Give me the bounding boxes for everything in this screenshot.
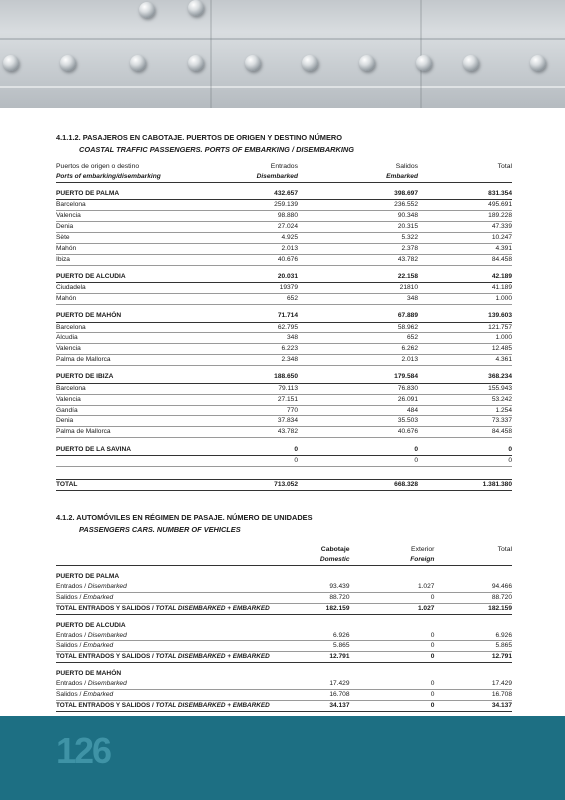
port-row xyxy=(56,189,512,200)
page-number: 126 xyxy=(56,730,111,771)
table-row xyxy=(56,333,512,344)
label-en: Embarked xyxy=(83,691,114,699)
column-header: Puertos de origen o destino xyxy=(56,163,140,170)
table-cell: 16.708 xyxy=(270,690,350,701)
table-cell xyxy=(434,621,512,631)
label-en: TOTAL DISEMBARKED + EMBARKED xyxy=(155,604,270,612)
table-cell: 34.137 xyxy=(270,701,350,712)
table-cell xyxy=(350,669,435,679)
table-cell: 40.676 xyxy=(186,254,298,265)
table-cell: 155.943 xyxy=(418,383,512,394)
table-cell: 236.552 xyxy=(298,200,418,211)
row-label xyxy=(56,679,270,689)
total-row xyxy=(56,652,512,663)
table-cell: 831.354 xyxy=(418,189,512,200)
total-row xyxy=(56,479,512,490)
table-cell: 16.708 xyxy=(434,690,512,701)
table-cell: Palma de Mallorca xyxy=(56,427,186,438)
port-name: PUERTO DE MAHÓN xyxy=(56,670,122,678)
table-cell xyxy=(350,621,435,631)
label-es: Entrados / xyxy=(56,582,88,590)
table-cell: Gandía xyxy=(56,405,186,416)
table-row xyxy=(56,222,512,233)
table-cell: Valencia xyxy=(56,394,186,405)
table-row xyxy=(56,322,512,333)
table-row xyxy=(56,254,512,265)
table-cell: 94.466 xyxy=(434,582,512,592)
table-cell: 20.315 xyxy=(298,222,418,233)
table-cell: 71.714 xyxy=(186,311,298,322)
label-es: Entrados / xyxy=(56,631,88,639)
table-cell: 34.137 xyxy=(434,701,512,712)
table-cell: 98.880 xyxy=(186,211,298,222)
table-cell: 0 xyxy=(350,641,435,652)
table-cell: 1.027 xyxy=(350,603,435,614)
table-cell: Valencia xyxy=(56,211,186,222)
table-header-row-english xyxy=(56,172,512,182)
table-row xyxy=(56,455,512,466)
table-cell: 62.795 xyxy=(186,322,298,333)
total-label: TOTAL xyxy=(56,479,186,490)
rivet-icon xyxy=(359,55,375,71)
port-row xyxy=(56,621,512,631)
port-name: PUERTO DE PALMA xyxy=(56,572,120,580)
table-cell: 0 xyxy=(418,444,512,455)
table-cell: 58.962 xyxy=(298,322,418,333)
port-row xyxy=(56,444,512,455)
table-row xyxy=(56,233,512,244)
label-es: TOTAL ENTRADOS Y SALIDOS / xyxy=(56,604,156,612)
table-row xyxy=(56,394,512,405)
table-cell: Valencia xyxy=(56,344,186,355)
table-cell: 84.458 xyxy=(418,254,512,265)
table-cell: 67.889 xyxy=(298,311,418,322)
table-cell: 41.189 xyxy=(418,283,512,294)
table-cell: 0 xyxy=(186,455,298,466)
column-header: Disembarked xyxy=(186,172,298,182)
total-row xyxy=(56,701,512,712)
header-banner-image xyxy=(0,0,565,108)
table-cell: 2.013 xyxy=(186,243,298,254)
table-cell: 0 xyxy=(186,444,298,455)
table-cell: Denia xyxy=(56,416,186,427)
column-header xyxy=(418,172,512,182)
table-row xyxy=(56,416,512,427)
table-cell: 4.391 xyxy=(418,243,512,254)
label-es: TOTAL ENTRADOS Y SALIDOS / xyxy=(56,702,156,710)
label-es: Salidos / xyxy=(56,691,84,699)
table-cell: 10.247 xyxy=(418,233,512,244)
table-cell: 5.865 xyxy=(270,641,350,652)
label-es: Salidos / xyxy=(56,593,84,601)
table-row xyxy=(56,344,512,355)
table-cell: 84.458 xyxy=(418,427,512,438)
table-cell: Barcelona xyxy=(56,322,186,333)
table-cell: 27.024 xyxy=(186,222,298,233)
table-cell: 88.720 xyxy=(270,592,350,603)
table-cell: 652 xyxy=(186,294,298,305)
row-label xyxy=(56,592,270,603)
table-cell: 189.228 xyxy=(418,211,512,222)
table-row xyxy=(56,294,512,305)
table-cell: 139.603 xyxy=(418,311,512,322)
table-cell: 2.348 xyxy=(186,355,298,366)
table-cell: 17.429 xyxy=(270,679,350,689)
table-cell: 259.139 xyxy=(186,200,298,211)
table-cell: 27.151 xyxy=(186,394,298,405)
section1-subtitle: COASTAL TRAFFIC PASSENGERS. PORTS OF EMBARKING / DISEMBARKING xyxy=(79,145,354,154)
table-cell: 12.791 xyxy=(434,652,512,663)
table-cell: 93.439 xyxy=(270,582,350,592)
table-cell: 88.720 xyxy=(434,592,512,603)
table-cell: 40.676 xyxy=(298,427,418,438)
table-cell: 73.337 xyxy=(418,416,512,427)
table-cell: 6.926 xyxy=(270,631,350,641)
port-name: PUERTO DE MAHÓN xyxy=(56,311,186,322)
label-es: Entrados / xyxy=(56,680,88,688)
port-name: PUERTO DE ALCUDIA xyxy=(56,621,126,629)
table-cell: Sète xyxy=(56,233,186,244)
table-cell: 398.697 xyxy=(298,189,418,200)
table-cell: Mahón xyxy=(56,243,186,254)
row-label xyxy=(56,582,270,592)
table-cell: Alcudia xyxy=(56,333,186,344)
table-cell xyxy=(270,621,350,631)
banner-seam xyxy=(0,86,565,88)
banner-seam xyxy=(210,0,212,108)
section2-title: 4.1.2. AUTOMÓVILES EN RÉGIMEN DE PASAJE. NÚMERO DE UNIDADES xyxy=(56,513,313,522)
rivet-icon xyxy=(416,55,432,71)
table-cell xyxy=(56,455,186,466)
section2-subtitle: PASSENGERS CARS. NUMBER OF VEHICLES xyxy=(79,525,241,534)
table-cell: 43.782 xyxy=(298,254,418,265)
table-cell: 0 xyxy=(350,631,435,641)
label-en: Disembarked xyxy=(87,680,127,688)
table-row xyxy=(56,679,512,689)
table-cell xyxy=(350,572,435,582)
vehicles-table-body xyxy=(56,565,512,711)
table-cell: Ibiza xyxy=(56,254,186,265)
table-cell: 5.322 xyxy=(298,233,418,244)
table-cell: 0 xyxy=(418,455,512,466)
table-row xyxy=(56,383,512,394)
table-cell: 668.328 xyxy=(298,479,418,490)
label-en: TOTAL DISEMBARKED + EMBARKED xyxy=(155,702,270,710)
column-header: Cabotaje xyxy=(320,546,350,553)
rivet-icon xyxy=(60,55,76,71)
label-en: Disembarked xyxy=(87,582,127,590)
table-header-row xyxy=(56,162,512,172)
table-cell: 0 xyxy=(298,444,418,455)
table-cell: 20.031 xyxy=(186,272,298,283)
rivet-icon xyxy=(130,55,146,71)
table-cell: 368.234 xyxy=(418,372,512,383)
table-cell xyxy=(270,572,350,582)
table-cell: 182.159 xyxy=(270,603,350,614)
table-cell: 0 xyxy=(350,679,435,689)
table-row xyxy=(56,690,512,701)
row-label xyxy=(56,701,270,712)
table-cell: 12.485 xyxy=(418,344,512,355)
row-label xyxy=(56,631,270,641)
total-row xyxy=(56,603,512,614)
table-cell: 35.503 xyxy=(298,416,418,427)
banner-seam xyxy=(0,38,565,40)
table-row xyxy=(56,592,512,603)
table-row xyxy=(56,355,512,366)
table-cell: 0 xyxy=(350,690,435,701)
column-header: Foreign xyxy=(350,555,435,565)
table-cell: 770 xyxy=(186,405,298,416)
column-header: Ports of embarking/disembarking xyxy=(56,172,186,182)
table-cell: 2.013 xyxy=(298,355,418,366)
table-cell: Denia xyxy=(56,222,186,233)
table-cell: 6.926 xyxy=(434,631,512,641)
table-header-row-english xyxy=(56,555,512,565)
port-row xyxy=(56,372,512,383)
table-row xyxy=(56,582,512,592)
table-row xyxy=(56,641,512,652)
row-label xyxy=(56,690,270,701)
column-header: Embarked xyxy=(298,172,418,182)
label-en: Embarked xyxy=(83,642,114,650)
table-cell: 484 xyxy=(298,405,418,416)
row-label xyxy=(56,603,270,614)
table-header-row xyxy=(56,545,512,555)
table-cell: 348 xyxy=(186,333,298,344)
table-cell xyxy=(270,669,350,679)
table-cell: 2.378 xyxy=(298,243,418,254)
table-cell: 79.113 xyxy=(186,383,298,394)
table-row xyxy=(56,427,512,438)
table-cell: 1.381.380 xyxy=(418,479,512,490)
section1-title: 4.1.1.2. PASAJEROS EN CABOTAJE. PUERTOS DE ORIGEN Y DESTINO NÚMERO xyxy=(56,133,342,142)
table-cell: 43.782 xyxy=(186,427,298,438)
table-cell: 713.052 xyxy=(186,479,298,490)
table-cell: 1.000 xyxy=(418,333,512,344)
table-cell: 37.834 xyxy=(186,416,298,427)
passengers-table-body xyxy=(56,182,512,490)
column-header xyxy=(56,545,270,555)
table-cell: 121.757 xyxy=(418,322,512,333)
table-cell: 6.223 xyxy=(186,344,298,355)
table-cell: 4.361 xyxy=(418,355,512,366)
rivet-icon xyxy=(463,55,479,71)
port-name: PUERTO DE ALCUDIA xyxy=(56,272,186,283)
table-cell: 47.339 xyxy=(418,222,512,233)
column-header xyxy=(434,555,512,565)
table-cell: 495.691 xyxy=(418,200,512,211)
column-header: Total xyxy=(497,546,512,553)
table-cell: Barcelona xyxy=(56,383,186,394)
table-row xyxy=(56,211,512,222)
table-cell: 53.242 xyxy=(418,394,512,405)
table-cell: 0 xyxy=(298,455,418,466)
table-cell: 652 xyxy=(298,333,418,344)
rivet-icon xyxy=(139,2,155,18)
table-cell: 22.158 xyxy=(298,272,418,283)
table-cell: 0 xyxy=(350,701,435,712)
column-header: Salidos xyxy=(395,163,418,170)
banner-seam xyxy=(420,0,422,108)
table-cell: 26.091 xyxy=(298,394,418,405)
table-cell: 6.262 xyxy=(298,344,418,355)
rivet-icon xyxy=(530,55,546,71)
vehicles-table xyxy=(56,545,512,712)
rivet-icon xyxy=(188,55,204,71)
table-cell: 1.000 xyxy=(418,294,512,305)
passengers-table xyxy=(56,162,512,491)
table-cell: 76.830 xyxy=(298,383,418,394)
port-name: PUERTO DE IBIZA xyxy=(56,372,186,383)
table-cell: Ciudadela xyxy=(56,283,186,294)
rivet-icon xyxy=(3,55,19,71)
table-cell: Mahón xyxy=(56,294,186,305)
table-cell: Barcelona xyxy=(56,200,186,211)
table-cell: 0 xyxy=(350,592,435,603)
table-cell: 17.429 xyxy=(434,679,512,689)
table-cell: 182.159 xyxy=(434,603,512,614)
table-cell: 1.027 xyxy=(350,582,435,592)
port-row xyxy=(56,572,512,582)
table-cell: 21810 xyxy=(298,283,418,294)
label-es: Salidos / xyxy=(56,642,84,650)
rivet-icon xyxy=(188,0,204,16)
column-header: Domestic xyxy=(270,555,350,565)
port-row xyxy=(56,669,512,679)
port-name: PUERTO DE PALMA xyxy=(56,189,186,200)
table-cell: 432.657 xyxy=(186,189,298,200)
column-header: Total xyxy=(497,163,512,170)
row-label xyxy=(56,641,270,652)
table-cell xyxy=(434,572,512,582)
table-row xyxy=(56,200,512,211)
table-cell: 188.650 xyxy=(186,372,298,383)
table-row xyxy=(56,631,512,641)
port-row xyxy=(56,311,512,322)
label-es: TOTAL ENTRADOS Y SALIDOS / xyxy=(56,653,156,661)
table-cell: 42.189 xyxy=(418,272,512,283)
column-header: Exterior xyxy=(411,546,435,553)
table-cell: 348 xyxy=(298,294,418,305)
column-header: Entrados xyxy=(270,163,298,170)
rivet-icon xyxy=(245,55,261,71)
table-cell: Palma de Mallorca xyxy=(56,355,186,366)
port-name: PUERTO DE LA SAVINA xyxy=(56,444,186,455)
label-en: Disembarked xyxy=(87,631,127,639)
table-cell: 1.254 xyxy=(418,405,512,416)
row-label xyxy=(56,652,270,663)
table-cell: 4.925 xyxy=(186,233,298,244)
table-cell: 90.348 xyxy=(298,211,418,222)
table-cell xyxy=(434,669,512,679)
table-cell: 19379 xyxy=(186,283,298,294)
table-cell: 12.791 xyxy=(270,652,350,663)
table-row xyxy=(56,243,512,254)
table-cell: 0 xyxy=(350,652,435,663)
port-row xyxy=(56,272,512,283)
table-row xyxy=(56,405,512,416)
table-cell: 5.865 xyxy=(434,641,512,652)
table-row xyxy=(56,283,512,294)
label-en: TOTAL DISEMBARKED + EMBARKED xyxy=(155,653,270,661)
rivet-icon xyxy=(302,55,318,71)
label-en: Embarked xyxy=(83,593,114,601)
table-cell: 179.584 xyxy=(298,372,418,383)
column-header xyxy=(56,555,270,565)
